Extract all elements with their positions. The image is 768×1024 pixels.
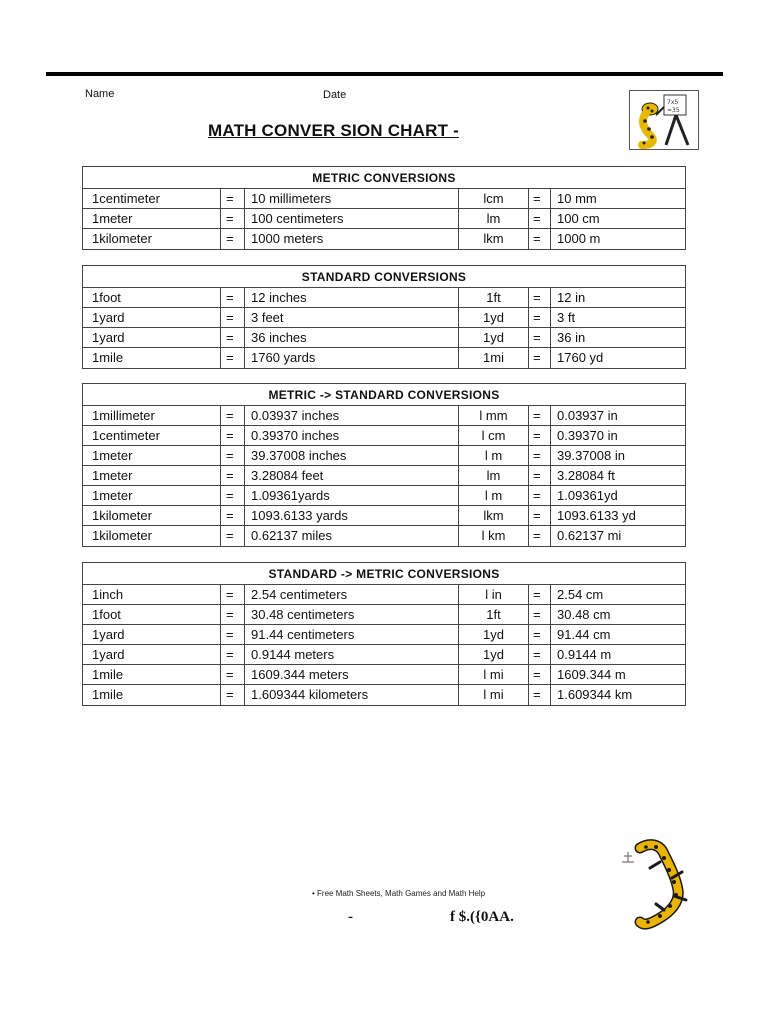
value-cell: 1000 meters (245, 229, 459, 249)
unit-cell: 1kilometer (83, 506, 221, 525)
unit-cell: 1yard (83, 625, 221, 644)
unit-cell: 1meter (83, 209, 221, 228)
table-row (83, 189, 685, 209)
abbr-cell: l mi (459, 685, 529, 705)
equals-cell: = (221, 685, 245, 705)
short-value-cell: 0.62137 mi (557, 528, 622, 543)
table-row (83, 406, 685, 426)
equals-cell: = (221, 328, 245, 347)
short-value-cell: 30.48 cm (557, 607, 611, 622)
unit-cell: 1mile (83, 348, 221, 368)
table-row (83, 526, 685, 546)
table-row (83, 506, 685, 526)
unit-cell: 1kilometer (83, 229, 221, 249)
date-label: Date (323, 89, 347, 101)
footer-note: • Free Math Sheets, Math Games and Math Help (312, 889, 486, 898)
value-cell: 1093.6133 yards (245, 506, 459, 525)
equals-cell: = (529, 625, 551, 644)
unit-cell: 1yard (83, 308, 221, 327)
table-row (83, 288, 685, 308)
value-cell: 100 centimeters (245, 209, 459, 228)
abbr-cell: 1yd (459, 645, 529, 664)
short-value-cell: 3 ft (557, 310, 576, 325)
equals-cell: = (221, 585, 245, 604)
table-row (83, 645, 685, 665)
short-value-cell: 91.44 cm (557, 627, 611, 642)
equals-cell: = (529, 486, 551, 505)
table-row (83, 486, 685, 506)
equals-cell: = (221, 348, 245, 368)
value-cell: 1760 yards (245, 348, 459, 368)
equals-cell: = (529, 645, 551, 664)
abbr-cell: lm (459, 466, 529, 485)
short-value-cell: 12 in (557, 290, 586, 305)
unit-cell: 1kilometer (83, 526, 221, 546)
abbr-cell: l mm (459, 406, 529, 425)
unit-cell: 1yard (83, 645, 221, 664)
equals-cell: = (221, 406, 245, 425)
abbr-cell: 1yd (459, 308, 529, 327)
unit-cell: 1centimeter (83, 426, 221, 445)
equals-cell: = (221, 665, 245, 684)
short-value-cell: 10 mm (557, 191, 597, 206)
equals-cell: = (529, 308, 551, 327)
table-row (83, 665, 685, 685)
short-value-cell: 100 cm (557, 211, 600, 226)
footer-glyph-right: f $.({0AA. (450, 909, 514, 925)
value-cell: 36 inches (245, 328, 459, 347)
unit-cell: 1meter (83, 466, 221, 485)
table-row (83, 348, 685, 368)
equals-cell: = (529, 685, 551, 705)
abbr-cell: l km (459, 526, 529, 546)
equals-cell: = (221, 308, 245, 327)
short-value-cell: 39.37008 in (557, 448, 625, 463)
short-value-cell: 0.03937 in (557, 408, 618, 423)
short-value-cell: 0.39370 in (557, 428, 618, 443)
short-value-cell: 0.9144 m (557, 647, 612, 662)
value-cell: 1609.344 meters (245, 665, 459, 684)
short-value-cell: 1760 yd (557, 350, 604, 365)
abbr-cell: lkm (459, 229, 529, 249)
unit-cell: 1foot (83, 605, 221, 624)
table-caption: METRIC CONVERSIONS (83, 167, 685, 189)
value-cell: 1.609344 kilometers (245, 685, 459, 705)
equals-cell: = (221, 526, 245, 546)
value-cell: 0.62137 miles (245, 526, 459, 546)
abbr-cell: l mi (459, 665, 529, 684)
equals-cell: = (221, 506, 245, 525)
unit-cell: 1yard (83, 328, 221, 347)
unit-cell: 1mile (83, 665, 221, 684)
standard-conversions-table (82, 265, 686, 369)
top-rule (46, 72, 723, 76)
equals-cell: = (221, 288, 245, 307)
equals-cell: = (529, 585, 551, 604)
abbr-cell: 1ft (459, 288, 529, 307)
abbr-cell: lm (459, 209, 529, 228)
abbr-cell: l in (459, 585, 529, 604)
unit-cell: 1foot (83, 288, 221, 307)
equals-cell: = (529, 506, 551, 525)
table-row (83, 625, 685, 645)
table-caption: STANDARD -> METRIC CONVERSIONS (83, 563, 685, 585)
svg-text:=35: =35 (667, 107, 680, 114)
short-value-cell: 1609.344 m (557, 667, 626, 682)
abbr-cell: l cm (459, 426, 529, 445)
value-cell: 1.09361yards (245, 486, 459, 505)
equals-cell: = (221, 466, 245, 485)
svg-text:7x5: 7x5 (667, 99, 679, 106)
abbr-cell: lcm (459, 189, 529, 208)
equals-cell: = (221, 229, 245, 249)
abbr-cell: 1ft (459, 605, 529, 624)
name-label: Name (85, 88, 115, 100)
value-cell: 2.54 centimeters (245, 585, 459, 604)
abbr-cell: 1mi (459, 348, 529, 368)
value-cell: 0.39370 inches (245, 426, 459, 445)
equals-cell: = (529, 189, 551, 208)
abbr-cell: l m (459, 486, 529, 505)
abbr-cell: 1yd (459, 625, 529, 644)
standard-to-metric-table (82, 562, 686, 706)
value-cell: 30.48 centimeters (245, 605, 459, 624)
value-cell: 3 feet (245, 308, 459, 327)
value-cell: 91.44 centimeters (245, 625, 459, 644)
equals-cell: = (221, 645, 245, 664)
table-caption: METRIC -> STANDARD CONVERSIONS (83, 384, 685, 406)
table-caption: STANDARD CONVERSIONS (83, 266, 685, 288)
abbr-cell: 1yd (459, 328, 529, 347)
value-cell: 0.9144 meters (245, 645, 459, 664)
value-cell: 10 millimeters (245, 189, 459, 208)
equals-cell: = (221, 189, 245, 208)
abbr-cell: lkm (459, 506, 529, 525)
short-value-cell: 1.09361yd (557, 488, 618, 503)
table-row (83, 426, 685, 446)
table-row (83, 209, 685, 229)
table-row (83, 229, 685, 249)
metric-conversions-table (82, 166, 686, 250)
equals-cell: = (529, 466, 551, 485)
short-value-cell: 2.54 cm (557, 587, 604, 602)
equals-cell: = (529, 328, 551, 347)
equals-cell: = (221, 486, 245, 505)
unit-cell: 1inch (83, 585, 221, 604)
page-title: MATH CONVER SION CHART - (208, 121, 459, 140)
equals-cell: = (221, 209, 245, 228)
equals-cell: = (221, 605, 245, 624)
unit-cell: 1meter (83, 486, 221, 505)
short-value-cell: 1093.6133 yd (557, 508, 636, 523)
table-row (83, 585, 685, 605)
equals-cell: = (529, 526, 551, 546)
unit-cell: 1mile (83, 685, 221, 705)
unit-cell: 1centimeter (83, 189, 221, 208)
salamander-teacher-icon (629, 90, 699, 150)
value-cell: 0.03937 inches (245, 406, 459, 425)
unit-cell: 1meter (83, 446, 221, 465)
equals-cell: = (529, 348, 551, 368)
equals-cell: = (221, 625, 245, 644)
table-row (83, 446, 685, 466)
short-value-cell: 36 in (557, 330, 586, 345)
short-value-cell: 1.609344 km (557, 687, 633, 702)
table-row (83, 685, 685, 705)
value-cell: 12 inches (245, 288, 459, 307)
table-row (83, 328, 685, 348)
abbr-cell: l m (459, 446, 529, 465)
equals-cell: = (529, 665, 551, 684)
footer-glyph-left: - (348, 909, 353, 925)
table-row (83, 466, 685, 486)
equals-cell: = (529, 446, 551, 465)
table-row (83, 605, 685, 625)
equals-cell: = (221, 446, 245, 465)
short-value-cell: 3.28084 ft (557, 468, 615, 483)
unit-cell: 1millimeter (83, 406, 221, 425)
equals-cell: = (529, 605, 551, 624)
metric-to-standard-table (82, 383, 686, 547)
equals-cell: = (529, 209, 551, 228)
equals-cell: = (529, 229, 551, 249)
salamander-icon (620, 838, 692, 930)
equals-cell: = (221, 426, 245, 445)
short-value-cell: 1000 m (557, 231, 601, 246)
equals-cell: = (529, 288, 551, 307)
equals-cell: = (529, 426, 551, 445)
table-row (83, 308, 685, 328)
value-cell: 39.37008 inches (245, 446, 459, 465)
equals-cell: = (529, 406, 551, 425)
value-cell: 3.28084 feet (245, 466, 459, 485)
